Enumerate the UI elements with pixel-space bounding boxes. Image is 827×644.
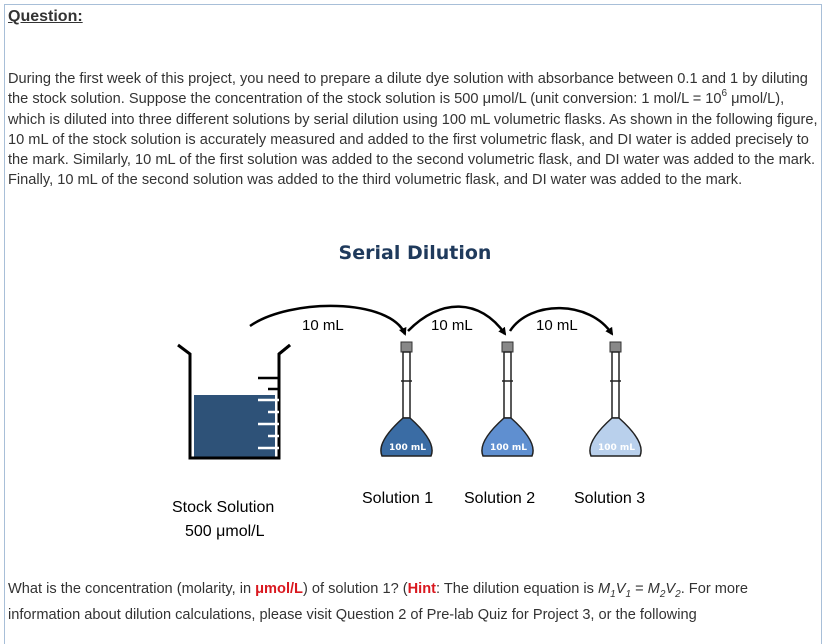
stock-name: Stock Solution [172, 499, 275, 516]
flask-solution-3 [590, 342, 641, 456]
question-heading: Question: [8, 8, 83, 25]
flask-name-1: Solution 1 [362, 490, 434, 507]
intro-text-1: During the first week of this project, you need to prepare a dilute dye solution with absorbance between 0.1 and 1 by diluting the stock solution. Suppose the concentration of the stock solution is 500 μmol/L (unit conversion: 1 mol/L = 10 [8, 71, 808, 108]
serial-dilution-figure [150, 238, 690, 568]
unit-highlight: μmol/L [255, 581, 303, 597]
stock-beaker [178, 345, 290, 458]
transfer-label-1: 10 mL [302, 317, 344, 334]
flask-label-2: 100 mL [490, 443, 528, 453]
hint-label: Hint [407, 581, 436, 597]
exponent: 6 [721, 88, 728, 100]
dilution-diagram [150, 238, 690, 568]
transfer-label-2: 10 mL [431, 317, 473, 334]
flask-solution-2 [482, 342, 533, 456]
flask-label-1: 100 mL [389, 443, 427, 453]
flask-name-3: Solution 3 [574, 490, 646, 507]
figure-title: Serial Dilution [338, 242, 492, 264]
flask-name-2: Solution 2 [464, 490, 536, 507]
flask-label-3: 100 mL [598, 443, 636, 453]
question-paragraph [8, 69, 818, 191]
flask-solution-1 [381, 342, 432, 456]
stock-concentration: 500 μmol/L [185, 523, 265, 540]
question-prompt: What is the concentration (molarity, in μmol/L) of solution 1? (Hint: The dilution equation is $M_1V_1 = M_2V_2$. For more information about dilution calculations, please visit Question 2 of Pre-lab Quiz for Project 3, or the following [8, 581, 749, 624]
transfer-label-3: 10 mL [536, 317, 578, 334]
intro-text-2: μmol/L), which is diluted into three different solutions by serial dilution using 100 mL volumetric flasks. As shown in the following figure, 10 mL of the stock solution is accurately measured and added to the first volumetric flask, and DI water is added precisely to the mark. Similarly, 10 mL of the first solution was added to the second volumetric flask, and DI water was added to the mark. Finally, 10 mL of the second solution was added to the third volumetric flask, and DI water was added to the mark. [8, 91, 818, 189]
dilution-equation: $M_1V_1$ [598, 581, 632, 600]
